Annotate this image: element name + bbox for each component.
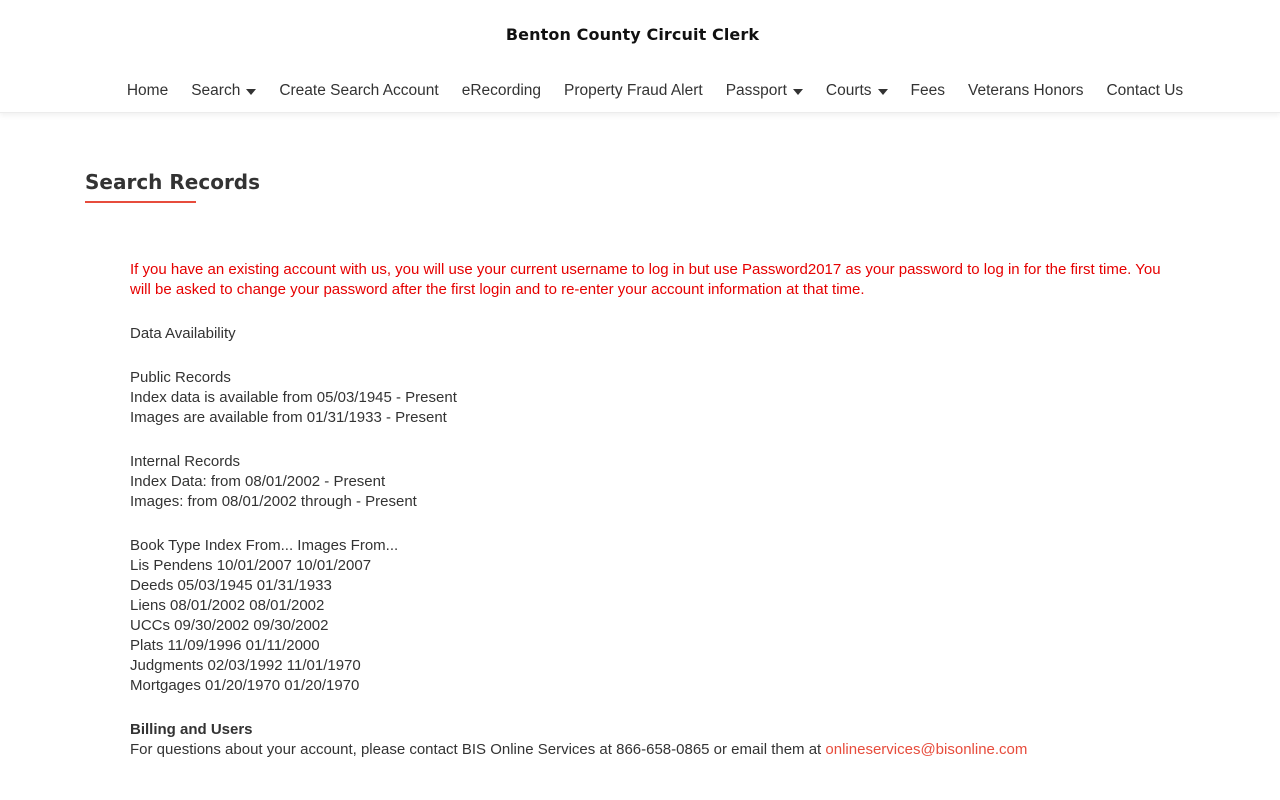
nav-courts-label: Courts (825, 82, 872, 99)
nav-search-label: Search (191, 82, 241, 99)
site-header (0, 0, 1280, 113)
main-nav (0, 82, 1280, 100)
internal-records-section (130, 452, 1170, 512)
nav-home[interactable] (127, 82, 168, 100)
site-title[interactable]: Benton County Circuit Clerk (505, 25, 760, 44)
nav-search[interactable] (191, 82, 256, 100)
book-type-section (130, 536, 1170, 696)
data-availability-heading: Data Availability (130, 325, 236, 342)
book-type-row: Liens 08/01/2002 08/01/2002 (130, 597, 325, 614)
caret-down-icon (793, 89, 803, 95)
internal-records-heading: Internal Records (130, 453, 241, 470)
page-title: Search Records (85, 170, 261, 194)
nav-property-fraud-alert[interactable] (564, 82, 703, 100)
book-type-row: UCCs 09/30/2002 09/30/2002 (130, 617, 329, 634)
internal-records-images: Images: from 08/01/2002 through - Present (130, 493, 417, 510)
page-content (130, 260, 1170, 784)
book-type-row: Judgments 02/03/1992 11/01/1970 (130, 657, 361, 674)
nav-erecording-label: eRecording (461, 82, 542, 99)
billing-contact-line (130, 740, 1170, 760)
nav-veterans-honors-label: Veterans Honors (968, 82, 1084, 99)
nav-contact-us-label: Contact Us (1106, 82, 1184, 99)
caret-down-icon (878, 89, 888, 95)
billing-section (130, 720, 1170, 760)
title-underline (85, 201, 196, 203)
nav-create-search-account[interactable] (279, 82, 438, 100)
nav-fees[interactable] (911, 82, 945, 100)
nav-courts[interactable] (826, 82, 888, 100)
public-records-index: Index data is available from 05/03/1945 - Present (130, 389, 457, 406)
nav-create-search-account-label: Create Search Account (279, 82, 439, 99)
nav-home-label: Home (126, 82, 169, 99)
internal-records-index: Index Data: from 08/01/2002 - Present (130, 473, 386, 490)
nav-passport[interactable] (726, 82, 803, 100)
public-records-heading: Public Records (130, 369, 231, 386)
public-records-section (130, 368, 1170, 428)
nav-erecording[interactable] (462, 82, 541, 100)
book-type-header: Book Type Index From... Images From... (130, 537, 399, 554)
nav-contact-us[interactable] (1106, 82, 1183, 100)
password-notice: If you have an existing account with us, you will use your current username to log in but use Password2017 as your password to log in for the first time. You will be asked to change your password after the first login and to re-enter your account information at that time. (130, 261, 1161, 298)
billing-email-link[interactable]: onlineservices@bisonline.com (825, 741, 1028, 758)
book-type-row: Mortgages 01/20/1970 01/20/1970 (130, 677, 360, 694)
caret-down-icon (246, 89, 256, 95)
book-type-row: Deeds 05/03/1945 01/31/1933 (130, 577, 332, 594)
nav-veterans-honors[interactable] (968, 82, 1083, 100)
billing-heading: Billing and Users (130, 721, 253, 738)
book-type-row: Lis Pendens 10/01/2007 10/01/2007 (130, 557, 372, 574)
public-records-images: Images are available from 01/31/1933 - Present (130, 409, 447, 426)
nav-property-fraud-alert-label: Property Fraud Alert (564, 82, 703, 99)
book-type-row: Plats 11/09/1996 01/11/2000 (130, 637, 320, 654)
nav-passport-label: Passport (725, 82, 787, 99)
nav-fees-label: Fees (910, 82, 946, 99)
billing-text: For questions about your account, please contact BIS Online Services at 866-658-0865 or email them at (130, 741, 822, 758)
